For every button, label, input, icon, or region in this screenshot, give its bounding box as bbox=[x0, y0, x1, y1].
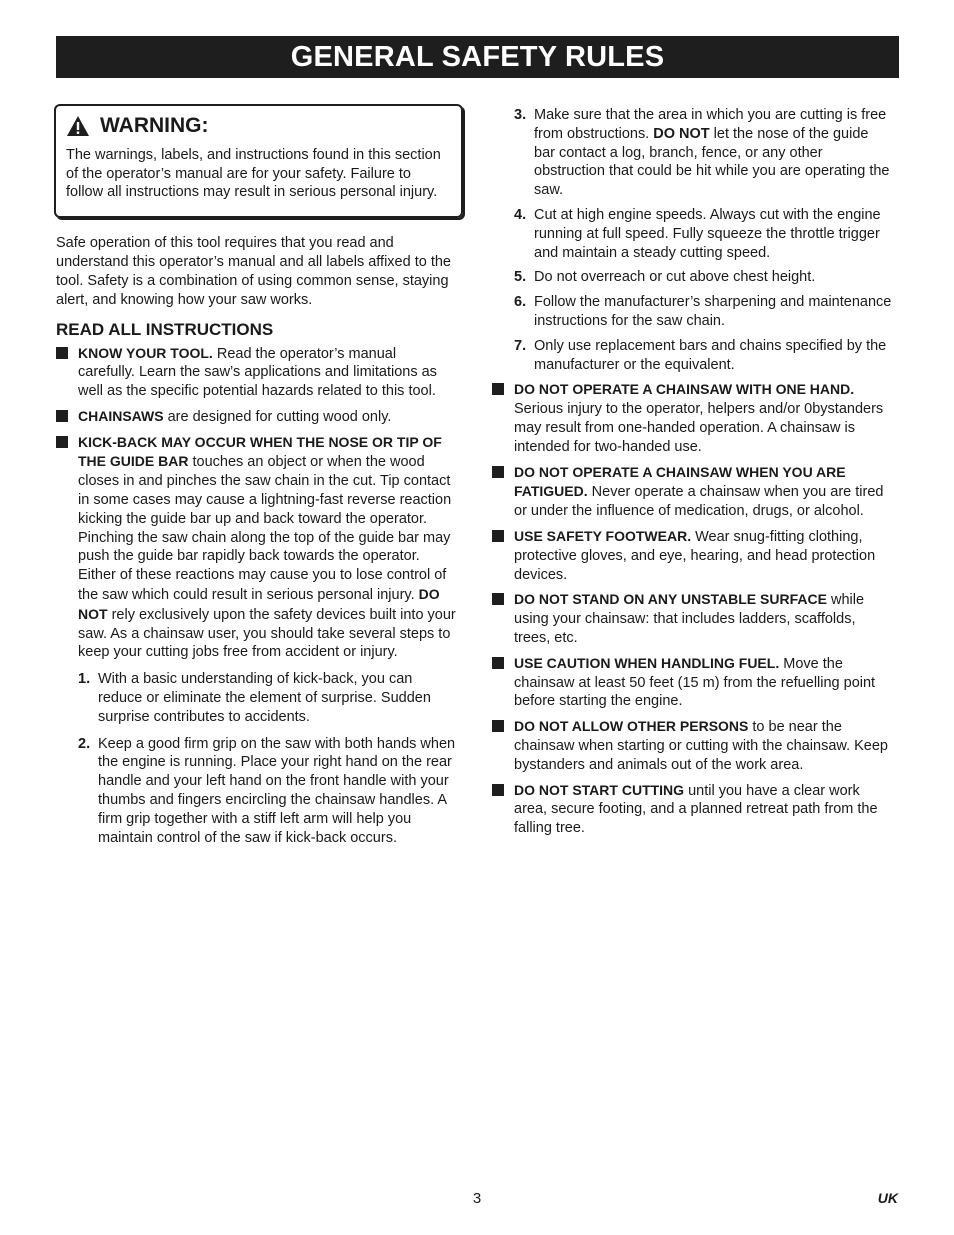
bullet-text: to be near the chainsaw when starting or cutting with the chainsaw. Keep bystanders and animals out of the work area. bbox=[514, 719, 888, 773]
item-text: Only use replacement bars and chains specified by the manufacturer or the equivalent. bbox=[534, 337, 887, 373]
bullet-bold: DO NOT OPERATE A CHAINSAW WHEN YOU ARE FATIGUED. bbox=[514, 463, 846, 500]
bullet-square-icon bbox=[492, 720, 504, 732]
list-item bbox=[492, 590, 892, 647]
item-number: 2. bbox=[78, 735, 91, 752]
bullet-text: Serious injury to the operator, helpers and/or 0bystanders may result from one-handed operation. A chainsaw is intended for two-handed use. bbox=[514, 401, 884, 455]
warning-text: The warnings, labels, and instructions found in this section of the operator’s manual are for your safety. Failure to follow all instructions may result in serious personal injury. bbox=[66, 147, 441, 200]
language-code: UK bbox=[877, 1190, 898, 1206]
list-item bbox=[492, 717, 892, 774]
bullet-square-icon bbox=[492, 784, 504, 796]
item-bold: DO NOT bbox=[653, 125, 710, 142]
bullet-bold: USE SAFETY FOOTWEAR. bbox=[514, 527, 692, 544]
bullet-bold: CHAINSAWS bbox=[78, 407, 164, 424]
numbered-item bbox=[514, 293, 892, 331]
bullet-bold: USE CAUTION WHEN HANDLING FUEL. bbox=[514, 654, 780, 671]
intro-paragraph: Safe operation of this tool requires that you read and understand this operator’s manual and all labels affixed to the tool. Safety is a combination of using common sense, staying alert, and knowing how your saw works. bbox=[56, 234, 451, 308]
list-item bbox=[56, 344, 456, 401]
numbered-item bbox=[514, 106, 892, 200]
bullet-bold: DO NOT START CUTTING bbox=[514, 781, 685, 798]
list-item bbox=[492, 463, 892, 521]
item-number: 7. bbox=[514, 337, 527, 354]
bullet-text: until you have a clear work area, secure footing, and a planned retreat path from the falling tree. bbox=[514, 782, 878, 837]
item-number: 6. bbox=[514, 294, 527, 311]
bullet-square-icon bbox=[56, 347, 68, 359]
bullet-bold: DO NOT ALLOW OTHER PERSONS bbox=[514, 718, 749, 735]
numbered-item bbox=[514, 268, 892, 287]
page-title: GENERAL SAFETY RULES bbox=[56, 36, 899, 78]
item-text: Make sure that the area in which you are cutting is free from obstructions. bbox=[534, 107, 887, 142]
bullet-bold: DO NOT STAND ON ANY UNSTABLE SURFACE bbox=[514, 591, 827, 608]
bullet-square-icon bbox=[56, 410, 68, 422]
list-item bbox=[492, 781, 892, 838]
bullet-bold: DO NOT OPERATE A CHAINSAW WITH ONE HAND. bbox=[514, 381, 855, 398]
item-text: Keep a good firm grip on the saw with both hands when the engine is running. Place your right hand on the rear handle and your left hand on the front handle with your thumbs and fingers encircling the chainsaw handles. A firm grip together with a stiff left arm will help you maintain control of the saw if kick-back occurs. bbox=[98, 735, 456, 846]
bullet-square-icon bbox=[492, 593, 504, 605]
item-text: With a basic understanding of kick-back, you can reduce or eliminate the element of surprise. Sudden surprise contributes to accidents. bbox=[98, 671, 431, 725]
numbered-item bbox=[78, 735, 456, 848]
list-item bbox=[56, 407, 456, 427]
bullet-text: touches an object or when the wood closes in and pinches the saw chain in the cut. Tip contact in some cases may cause a lightning-fast reverse reaction kicking the guide bar up and back toward the operator. Pinching the saw chain along the top of the guide bar may push the guide bar rapidly back towards the operator. Either of these reactions may cause you to lose control of the saw which could result in serious personal injury. bbox=[78, 454, 452, 604]
numbered-item bbox=[78, 670, 456, 726]
left-column bbox=[56, 104, 456, 855]
item-text: Cut at high engine speeds. Always cut with the engine running at full speed. Fully squeeze the throttle trigger and maintain a steady cutting speed. bbox=[534, 206, 881, 261]
item-text: Do not overreach or cut above chest height. bbox=[534, 269, 816, 286]
warning-header bbox=[66, 114, 445, 138]
numbered-item bbox=[514, 206, 892, 262]
bullet-text: Wear snug-fitting clothing, protective gloves, and eye, hearing, and head protection devices. bbox=[514, 528, 876, 583]
item-number: 5. bbox=[514, 269, 527, 286]
list-item bbox=[492, 654, 892, 711]
list-item bbox=[56, 433, 456, 663]
bullet-text: Move the chainsaw at least 50 feet (15 m) from the refuelling point before starting the engine. bbox=[514, 655, 876, 710]
warning-triangle-icon bbox=[66, 115, 90, 137]
bullet-square-icon bbox=[492, 657, 504, 669]
bullet-bold: KICK-BACK MAY OCCUR WHEN THE NOSE OR TIP OF THE GUIDE BAR bbox=[78, 433, 442, 470]
bullet-text: Never operate a chainsaw when you are tired or under the influence of medication, drugs, or alcohol. bbox=[514, 484, 884, 520]
bullet-bold: DO NOT bbox=[78, 586, 440, 622]
bullet-square-icon bbox=[492, 383, 504, 395]
bullet-bold: KNOW YOUR TOOL. bbox=[78, 344, 213, 361]
item-text: let the nose of the guide bar contact a log, branch, fence, or any other obstruction that could be hit while you are operating the saw. bbox=[534, 125, 890, 199]
list-item bbox=[492, 380, 892, 456]
item-number: 3. bbox=[514, 107, 527, 123]
page-number: 3 bbox=[472, 1190, 482, 1207]
right-column bbox=[492, 106, 892, 844]
bullet-text: are designed for cutting wood only. bbox=[163, 408, 392, 425]
bullet-text: rely exclusively upon the safety devices built into your saw. As a chainsaw user, you should take several steps to keep your cutting jobs free from accident or injury. bbox=[78, 606, 456, 661]
list-item bbox=[492, 527, 892, 584]
section-heading: READ ALL INSTRUCTIONS bbox=[56, 319, 274, 339]
warning-box bbox=[54, 104, 463, 218]
item-text: Follow the manufacturer’s sharpening and maintenance instructions for the saw chain. bbox=[534, 294, 892, 329]
bullet-square-icon bbox=[492, 466, 504, 478]
warning-title: WARNING: bbox=[100, 114, 209, 137]
item-number: 1. bbox=[78, 671, 91, 688]
bullet-square-icon bbox=[56, 436, 68, 448]
bullet-square-icon bbox=[492, 530, 504, 542]
bullet-text: Read the operator’s manual carefully. Learn the saw’s applications and limitations as well as the specific potential hazards related to this tool. bbox=[78, 345, 437, 400]
item-number: 4. bbox=[514, 206, 527, 223]
bullet-text: while using your chainsaw: that includes ladders, scaffolds, trees, etc. bbox=[514, 592, 865, 646]
numbered-item bbox=[514, 337, 892, 375]
